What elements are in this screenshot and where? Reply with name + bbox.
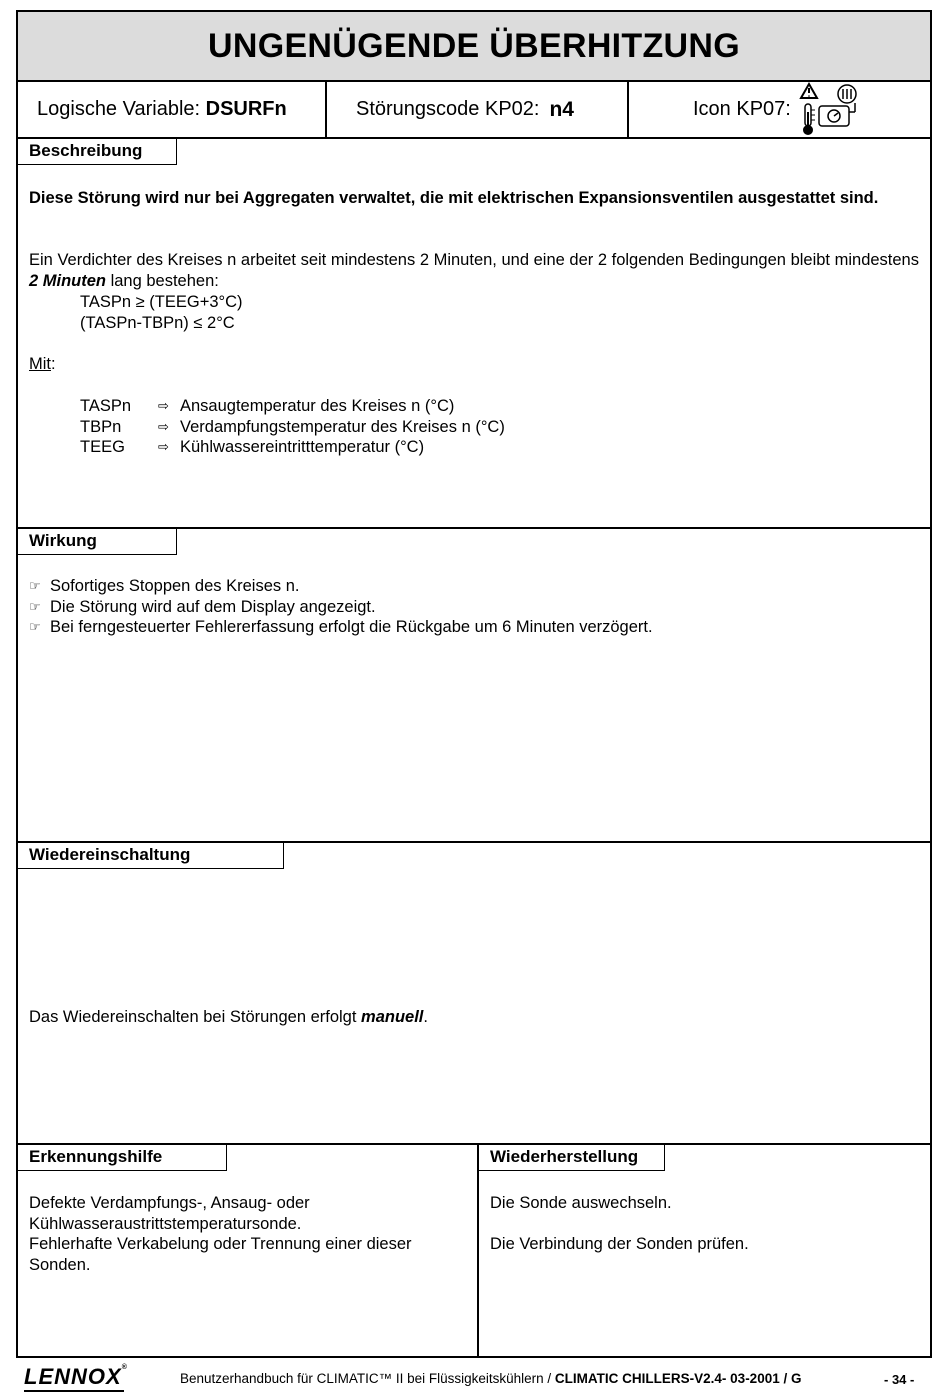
- hollow-right-arrow-icon: ⇨: [158, 398, 169, 413]
- code-label: Störungscode KP02:: [356, 98, 540, 120]
- icon-cell: [629, 82, 930, 137]
- diagnosis-line: Defekte Verdampfungs-, Ansaug- oder: [29, 1194, 310, 1212]
- definition-row: [80, 417, 505, 438]
- paragraph-text-b: lang bestehen:: [106, 271, 219, 290]
- list-item: [29, 576, 653, 597]
- icon-label: Icon KP07:: [693, 98, 791, 120]
- page-frame: [16, 10, 932, 1358]
- page-title: UNGENÜGENDE ÜBERHITZUNG: [207, 26, 741, 65]
- recovery-line: Die Verbindung der Sonden prüfen.: [490, 1235, 749, 1253]
- restart-emphasis: manuell: [361, 1008, 424, 1026]
- beschreibung-heading: Beschreibung: [18, 139, 177, 165]
- page-number: - 34 -: [884, 1372, 915, 1387]
- pointing-hand-icon: ☞: [29, 619, 41, 634]
- effect-text: Die Störung wird auf dem Display angezeigt.: [50, 597, 376, 616]
- wirkung-heading: Wirkung: [18, 529, 177, 555]
- list-item: [29, 617, 653, 638]
- definition-desc: Ansaugtemperatur des Kreises n (°C): [180, 397, 455, 415]
- diagnosis-line: Sonden.: [29, 1255, 91, 1274]
- wiederherstellung-heading: Wiederherstellung: [479, 1145, 665, 1171]
- info-row: [18, 82, 930, 139]
- logical-variable-cell: [18, 82, 327, 137]
- definition-row: [80, 437, 505, 458]
- restart-text-b: .: [423, 1008, 428, 1026]
- footer-text: [180, 1371, 801, 1386]
- pointing-hand-icon: ☞: [29, 598, 41, 614]
- definition-row: [80, 396, 505, 417]
- column-divider: [477, 1143, 479, 1358]
- title-bar: [18, 12, 930, 82]
- footer-text-b: CLIMATIC CHILLERS-V2.4- 03-2001 / G: [554, 1371, 802, 1386]
- effect-list: [29, 576, 653, 638]
- definition-term: TBPn: [80, 417, 122, 436]
- list-item: [29, 597, 653, 618]
- alarm-thermometer-icon: [799, 82, 859, 138]
- condition-1: TASPn ≥ (TEEG+3°C): [80, 293, 243, 311]
- recovery-line: Die Sonde auswechseln.: [490, 1194, 672, 1212]
- definition-term: TASPn: [80, 397, 132, 415]
- pointing-hand-icon: ☞: [29, 578, 41, 593]
- hollow-right-arrow-icon: ⇨: [158, 418, 169, 434]
- effect-text: Bei ferngesteuerter Fehlererfassung erfolgt die Rückgabe um 6 Minuten verzögert.: [50, 618, 653, 636]
- condition-2: (TASPn-TBPn) ≤ 2°C: [80, 313, 235, 332]
- code-value: n4: [549, 97, 574, 121]
- paragraph-text-a: Ein Verdichter des Kreises n arbeitet seit mindestens 2 Minuten, und eine der 2 folgenden Bedingungen bleibt mindestens: [29, 251, 919, 269]
- definition-desc: Verdampfungstemperatur des Kreises n (°C): [180, 417, 505, 436]
- logo-underline: [24, 1390, 124, 1392]
- description-intro: Diese Störung wird nur bei Aggregaten verwaltet, die mit elektrischen Expansionsventilen ausgestattet sind.: [29, 189, 879, 207]
- mit-text: Mit: [29, 355, 51, 373]
- footer: [0, 1362, 950, 1394]
- restart-text: [29, 1007, 428, 1028]
- diagnosis-line: Kühlwasseraustrittstemperatursonde.: [29, 1214, 302, 1233]
- fault-code-cell: [327, 82, 629, 137]
- effect-text: Sofortiges Stoppen des Kreises n.: [50, 577, 300, 595]
- variable-value: DSURFn: [205, 98, 287, 120]
- lennox-logo: LENNOX®: [24, 1364, 128, 1389]
- description-paragraph: [29, 250, 919, 291]
- mit-label: Mit:: [29, 355, 56, 373]
- diagnosis-line: Fehlerhafte Verkabelung oder Trennung einer dieser: [29, 1235, 412, 1253]
- definition-desc: Kühlwassereintritttemperatur (°C): [180, 438, 425, 456]
- wiedereinschaltung-heading: Wiedereinschaltung: [18, 843, 284, 869]
- diagnosis-text: [29, 1193, 469, 1275]
- definition-term: TEEG: [80, 438, 125, 456]
- footer-text-a: Benutzerhandbuch für CLIMATIC™ II bei Flüssigkeitskühlern /: [180, 1371, 555, 1386]
- variable-label: Logische Variable:: [37, 98, 201, 120]
- definition-list: [80, 396, 505, 458]
- condition-list: [80, 292, 243, 333]
- restart-text-a: Das Wiedereinschalten bei Störungen erfolgt: [29, 1008, 362, 1026]
- erkennungshilfe-heading: Erkennungshilfe: [18, 1145, 227, 1171]
- paragraph-emphasis: 2 Minuten: [29, 271, 106, 290]
- logo-text: LENNOX: [24, 1364, 122, 1389]
- hollow-right-arrow-icon: ⇨: [158, 439, 169, 454]
- recovery-text: [490, 1193, 920, 1255]
